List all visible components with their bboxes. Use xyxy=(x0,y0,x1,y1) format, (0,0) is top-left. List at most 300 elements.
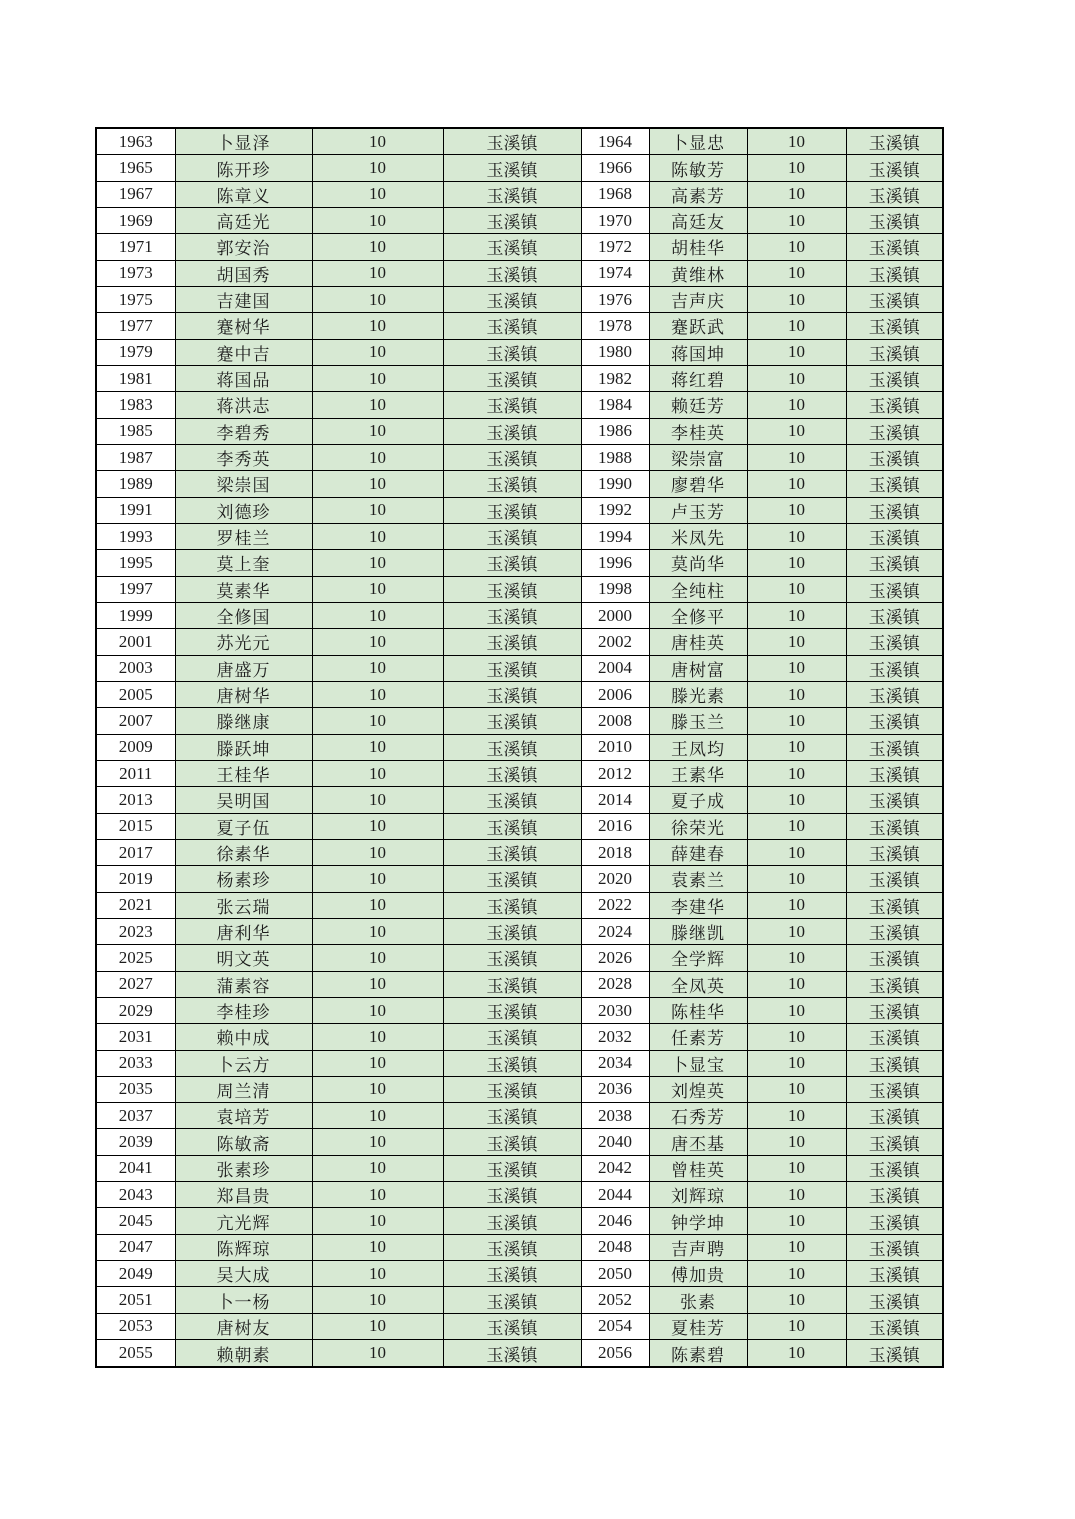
table-row xyxy=(96,1208,943,1234)
right-name-cell: 滕玉兰 xyxy=(649,708,747,734)
left-town-cell: 玉溪镇 xyxy=(443,523,581,549)
left-points-cell: 10 xyxy=(312,128,443,155)
left-name-cell: 蹇树华 xyxy=(175,313,312,339)
left-points-cell: 10 xyxy=(312,681,443,707)
right-town-cell: 玉溪镇 xyxy=(846,208,943,234)
left-town-cell: 玉溪镇 xyxy=(443,1313,581,1339)
right-points-cell: 10 xyxy=(747,471,846,497)
right-serial-cell: 1968 xyxy=(581,181,649,207)
table-row xyxy=(96,471,943,497)
left-points-cell: 10 xyxy=(312,1313,443,1339)
left-points-cell: 10 xyxy=(312,813,443,839)
right-town-cell: 玉溪镇 xyxy=(846,787,943,813)
right-points-cell: 10 xyxy=(747,839,846,865)
left-serial-cell: 2005 xyxy=(96,681,175,707)
right-town-cell: 玉溪镇 xyxy=(846,365,943,391)
left-town-cell: 玉溪镇 xyxy=(443,1234,581,1260)
left-points-cell: 10 xyxy=(312,523,443,549)
right-points-cell: 10 xyxy=(747,576,846,602)
table-row xyxy=(96,1050,943,1076)
right-serial-cell: 2040 xyxy=(581,1129,649,1155)
right-name-cell: 全学辉 xyxy=(649,945,747,971)
right-points-cell: 10 xyxy=(747,523,846,549)
left-name-cell: 蒋国品 xyxy=(175,365,312,391)
left-serial-cell: 2003 xyxy=(96,655,175,681)
right-points-cell: 10 xyxy=(747,339,846,365)
left-points-cell: 10 xyxy=(312,234,443,260)
right-town-cell: 玉溪镇 xyxy=(846,734,943,760)
right-serial-cell: 2038 xyxy=(581,1103,649,1129)
left-town-cell: 玉溪镇 xyxy=(443,1208,581,1234)
table-row xyxy=(96,602,943,628)
left-town-cell: 玉溪镇 xyxy=(443,1261,581,1287)
left-points-cell: 10 xyxy=(312,1024,443,1050)
left-serial-cell: 2021 xyxy=(96,892,175,918)
left-town-cell: 玉溪镇 xyxy=(443,655,581,681)
right-name-cell: 王素华 xyxy=(649,760,747,786)
left-name-cell: 胡国秀 xyxy=(175,260,312,286)
right-serial-cell: 2042 xyxy=(581,1155,649,1181)
right-name-cell: 赖廷芳 xyxy=(649,392,747,418)
right-name-cell: 唐桂英 xyxy=(649,629,747,655)
left-serial-cell: 2039 xyxy=(96,1129,175,1155)
right-town-cell: 玉溪镇 xyxy=(846,1182,943,1208)
left-points-cell: 10 xyxy=(312,208,443,234)
table-row xyxy=(96,418,943,444)
left-name-cell: 全修国 xyxy=(175,602,312,628)
right-name-cell: 高廷友 xyxy=(649,208,747,234)
left-name-cell: 夏子伍 xyxy=(175,813,312,839)
left-serial-cell: 2035 xyxy=(96,1076,175,1102)
right-town-cell: 玉溪镇 xyxy=(846,1261,943,1287)
right-serial-cell: 2032 xyxy=(581,1024,649,1050)
left-town-cell: 玉溪镇 xyxy=(443,971,581,997)
right-name-cell: 滕继凯 xyxy=(649,918,747,944)
left-serial-cell: 2043 xyxy=(96,1182,175,1208)
table-row xyxy=(96,681,943,707)
right-town-cell: 玉溪镇 xyxy=(846,866,943,892)
right-town-cell: 玉溪镇 xyxy=(846,1024,943,1050)
left-serial-cell: 1965 xyxy=(96,155,175,181)
right-name-cell: 张素 xyxy=(649,1287,747,1313)
left-serial-cell: 2047 xyxy=(96,1234,175,1260)
left-points-cell: 10 xyxy=(312,1103,443,1129)
left-serial-cell: 2037 xyxy=(96,1103,175,1129)
table-row xyxy=(96,1155,943,1181)
right-name-cell: 廖碧华 xyxy=(649,471,747,497)
left-town-cell: 玉溪镇 xyxy=(443,1182,581,1208)
right-points-cell: 10 xyxy=(747,1208,846,1234)
left-town-cell: 玉溪镇 xyxy=(443,1103,581,1129)
left-points-cell: 10 xyxy=(312,260,443,286)
left-name-cell: 蒲素容 xyxy=(175,971,312,997)
left-name-cell: 卜云方 xyxy=(175,1050,312,1076)
left-points-cell: 10 xyxy=(312,286,443,312)
left-serial-cell: 1981 xyxy=(96,365,175,391)
right-town-cell: 玉溪镇 xyxy=(846,550,943,576)
right-name-cell: 全修平 xyxy=(649,602,747,628)
right-name-cell: 全凤英 xyxy=(649,971,747,997)
left-points-cell: 10 xyxy=(312,602,443,628)
right-town-cell: 玉溪镇 xyxy=(846,128,943,155)
right-town-cell: 玉溪镇 xyxy=(846,1129,943,1155)
right-serial-cell: 2034 xyxy=(581,1050,649,1076)
right-points-cell: 10 xyxy=(747,655,846,681)
right-town-cell: 玉溪镇 xyxy=(846,392,943,418)
right-name-cell: 蒋国坤 xyxy=(649,339,747,365)
right-points-cell: 10 xyxy=(747,418,846,444)
left-serial-cell: 2045 xyxy=(96,1208,175,1234)
right-points-cell: 10 xyxy=(747,1340,846,1367)
right-name-cell: 胡桂华 xyxy=(649,234,747,260)
left-name-cell: 明文英 xyxy=(175,945,312,971)
table-row xyxy=(96,392,943,418)
right-serial-cell: 1974 xyxy=(581,260,649,286)
right-points-cell: 10 xyxy=(747,1076,846,1102)
left-town-cell: 玉溪镇 xyxy=(443,866,581,892)
right-points-cell: 10 xyxy=(747,602,846,628)
left-points-cell: 10 xyxy=(312,1287,443,1313)
left-name-cell: 郑昌贵 xyxy=(175,1182,312,1208)
table-row xyxy=(96,313,943,339)
right-town-cell: 玉溪镇 xyxy=(846,1340,943,1367)
table-row xyxy=(96,813,943,839)
left-points-cell: 10 xyxy=(312,392,443,418)
left-town-cell: 玉溪镇 xyxy=(443,760,581,786)
left-name-cell: 唐利华 xyxy=(175,918,312,944)
right-town-cell: 玉溪镇 xyxy=(846,286,943,312)
right-name-cell: 钟学坤 xyxy=(649,1208,747,1234)
right-name-cell: 傅加贵 xyxy=(649,1261,747,1287)
right-points-cell: 10 xyxy=(747,365,846,391)
left-name-cell: 吴明国 xyxy=(175,787,312,813)
left-town-cell: 玉溪镇 xyxy=(443,892,581,918)
left-serial-cell: 2017 xyxy=(96,839,175,865)
left-name-cell: 唐树友 xyxy=(175,1313,312,1339)
left-name-cell: 张素珍 xyxy=(175,1155,312,1181)
left-name-cell: 滕跃坤 xyxy=(175,734,312,760)
right-points-cell: 10 xyxy=(747,128,846,155)
right-name-cell: 夏子成 xyxy=(649,787,747,813)
right-serial-cell: 2036 xyxy=(581,1076,649,1102)
left-serial-cell: 2013 xyxy=(96,787,175,813)
left-serial-cell: 2019 xyxy=(96,866,175,892)
right-points-cell: 10 xyxy=(747,760,846,786)
left-town-cell: 玉溪镇 xyxy=(443,181,581,207)
right-town-cell: 玉溪镇 xyxy=(846,997,943,1023)
right-serial-cell: 2016 xyxy=(581,813,649,839)
right-name-cell: 刘辉琼 xyxy=(649,1182,747,1208)
left-name-cell: 苏光元 xyxy=(175,629,312,655)
right-serial-cell: 2004 xyxy=(581,655,649,681)
left-serial-cell: 2001 xyxy=(96,629,175,655)
left-town-cell: 玉溪镇 xyxy=(443,1287,581,1313)
left-points-cell: 10 xyxy=(312,576,443,602)
right-serial-cell: 1964 xyxy=(581,128,649,155)
left-town-cell: 玉溪镇 xyxy=(443,734,581,760)
left-serial-cell: 2007 xyxy=(96,708,175,734)
left-name-cell: 周兰清 xyxy=(175,1076,312,1102)
right-name-cell: 卜显忠 xyxy=(649,128,747,155)
right-points-cell: 10 xyxy=(747,1103,846,1129)
left-name-cell: 卜显泽 xyxy=(175,128,312,155)
right-points-cell: 10 xyxy=(747,1313,846,1339)
right-serial-cell: 2052 xyxy=(581,1287,649,1313)
left-points-cell: 10 xyxy=(312,550,443,576)
right-town-cell: 玉溪镇 xyxy=(846,444,943,470)
left-points-cell: 10 xyxy=(312,1050,443,1076)
right-town-cell: 玉溪镇 xyxy=(846,155,943,181)
right-points-cell: 10 xyxy=(747,629,846,655)
table-row xyxy=(96,1261,943,1287)
right-town-cell: 玉溪镇 xyxy=(846,655,943,681)
left-serial-cell: 1997 xyxy=(96,576,175,602)
right-serial-cell: 2048 xyxy=(581,1234,649,1260)
right-name-cell: 石秀芳 xyxy=(649,1103,747,1129)
left-serial-cell: 2055 xyxy=(96,1340,175,1367)
right-points-cell: 10 xyxy=(747,1287,846,1313)
left-name-cell: 莫素华 xyxy=(175,576,312,602)
right-town-cell: 玉溪镇 xyxy=(846,839,943,865)
left-name-cell: 李秀英 xyxy=(175,444,312,470)
left-points-cell: 10 xyxy=(312,708,443,734)
left-name-cell: 陈敏斋 xyxy=(175,1129,312,1155)
right-serial-cell: 2022 xyxy=(581,892,649,918)
right-name-cell: 吉声庆 xyxy=(649,286,747,312)
table-row xyxy=(96,866,943,892)
right-points-cell: 10 xyxy=(747,918,846,944)
left-serial-cell: 2033 xyxy=(96,1050,175,1076)
left-points-cell: 10 xyxy=(312,1208,443,1234)
right-name-cell: 梁崇富 xyxy=(649,444,747,470)
right-points-cell: 10 xyxy=(747,1024,846,1050)
right-name-cell: 薛建春 xyxy=(649,839,747,865)
table-row xyxy=(96,286,943,312)
right-serial-cell: 2050 xyxy=(581,1261,649,1287)
left-points-cell: 10 xyxy=(312,945,443,971)
left-name-cell: 梁崇国 xyxy=(175,471,312,497)
left-serial-cell: 1963 xyxy=(96,128,175,155)
table-row xyxy=(96,550,943,576)
left-town-cell: 玉溪镇 xyxy=(443,945,581,971)
left-town-cell: 玉溪镇 xyxy=(443,471,581,497)
left-name-cell: 罗桂兰 xyxy=(175,523,312,549)
left-name-cell: 刘德珍 xyxy=(175,497,312,523)
right-points-cell: 10 xyxy=(747,734,846,760)
right-town-cell: 玉溪镇 xyxy=(846,971,943,997)
left-serial-cell: 2049 xyxy=(96,1261,175,1287)
right-town-cell: 玉溪镇 xyxy=(846,418,943,444)
left-name-cell: 陈辉琼 xyxy=(175,1234,312,1260)
right-points-cell: 10 xyxy=(747,945,846,971)
right-name-cell: 莫尚华 xyxy=(649,550,747,576)
left-serial-cell: 2051 xyxy=(96,1287,175,1313)
left-town-cell: 玉溪镇 xyxy=(443,234,581,260)
right-points-cell: 10 xyxy=(747,234,846,260)
table-row xyxy=(96,497,943,523)
right-points-cell: 10 xyxy=(747,181,846,207)
right-points-cell: 10 xyxy=(747,392,846,418)
right-serial-cell: 2030 xyxy=(581,997,649,1023)
right-serial-cell: 2012 xyxy=(581,760,649,786)
left-town-cell: 玉溪镇 xyxy=(443,1076,581,1102)
table-row xyxy=(96,1103,943,1129)
left-points-cell: 10 xyxy=(312,497,443,523)
right-town-cell: 玉溪镇 xyxy=(846,945,943,971)
left-points-cell: 10 xyxy=(312,1234,443,1260)
right-serial-cell: 2046 xyxy=(581,1208,649,1234)
left-serial-cell: 1985 xyxy=(96,418,175,444)
roster-table xyxy=(95,127,944,1368)
left-town-cell: 玉溪镇 xyxy=(443,155,581,181)
left-town-cell: 玉溪镇 xyxy=(443,365,581,391)
left-town-cell: 玉溪镇 xyxy=(443,497,581,523)
left-name-cell: 袁培芳 xyxy=(175,1103,312,1129)
right-points-cell: 10 xyxy=(747,444,846,470)
right-name-cell: 卢玉芳 xyxy=(649,497,747,523)
table-row xyxy=(96,971,943,997)
left-serial-cell: 2015 xyxy=(96,813,175,839)
right-name-cell: 唐丕基 xyxy=(649,1129,747,1155)
left-name-cell: 陈开珍 xyxy=(175,155,312,181)
left-town-cell: 玉溪镇 xyxy=(443,260,581,286)
right-name-cell: 高素芳 xyxy=(649,181,747,207)
left-name-cell: 徐素华 xyxy=(175,839,312,865)
right-points-cell: 10 xyxy=(747,1234,846,1260)
right-name-cell: 蹇跃武 xyxy=(649,313,747,339)
table-row xyxy=(96,128,943,155)
right-town-cell: 玉溪镇 xyxy=(846,1234,943,1260)
left-points-cell: 10 xyxy=(312,1076,443,1102)
left-name-cell: 唐树华 xyxy=(175,681,312,707)
left-serial-cell: 2027 xyxy=(96,971,175,997)
left-name-cell: 吴大成 xyxy=(175,1261,312,1287)
left-town-cell: 玉溪镇 xyxy=(443,576,581,602)
table-row xyxy=(96,444,943,470)
left-name-cell: 滕继康 xyxy=(175,708,312,734)
left-points-cell: 10 xyxy=(312,787,443,813)
left-points-cell: 10 xyxy=(312,365,443,391)
left-points-cell: 10 xyxy=(312,313,443,339)
right-town-cell: 玉溪镇 xyxy=(846,1287,943,1313)
left-town-cell: 玉溪镇 xyxy=(443,339,581,365)
table-row xyxy=(96,339,943,365)
left-town-cell: 玉溪镇 xyxy=(443,313,581,339)
table-row xyxy=(96,181,943,207)
left-points-cell: 10 xyxy=(312,1340,443,1367)
left-town-cell: 玉溪镇 xyxy=(443,708,581,734)
right-town-cell: 玉溪镇 xyxy=(846,892,943,918)
left-serial-cell: 2009 xyxy=(96,734,175,760)
left-serial-cell: 1975 xyxy=(96,286,175,312)
left-serial-cell: 1993 xyxy=(96,523,175,549)
left-town-cell: 玉溪镇 xyxy=(443,1024,581,1050)
table-row xyxy=(96,155,943,181)
left-town-cell: 玉溪镇 xyxy=(443,418,581,444)
table-row xyxy=(96,629,943,655)
left-serial-cell: 1971 xyxy=(96,234,175,260)
left-points-cell: 10 xyxy=(312,181,443,207)
left-town-cell: 玉溪镇 xyxy=(443,1340,581,1367)
right-serial-cell: 2024 xyxy=(581,918,649,944)
right-points-cell: 10 xyxy=(747,1155,846,1181)
right-name-cell: 蒋红碧 xyxy=(649,365,747,391)
right-town-cell: 玉溪镇 xyxy=(846,497,943,523)
right-town-cell: 玉溪镇 xyxy=(846,629,943,655)
right-points-cell: 10 xyxy=(747,313,846,339)
left-town-cell: 玉溪镇 xyxy=(443,286,581,312)
right-name-cell: 陈敏芳 xyxy=(649,155,747,181)
table-row xyxy=(96,1129,943,1155)
right-points-cell: 10 xyxy=(747,497,846,523)
right-town-cell: 玉溪镇 xyxy=(846,760,943,786)
right-town-cell: 玉溪镇 xyxy=(846,1313,943,1339)
right-serial-cell: 1984 xyxy=(581,392,649,418)
left-serial-cell: 1995 xyxy=(96,550,175,576)
left-name-cell: 陈章义 xyxy=(175,181,312,207)
right-name-cell: 吉声聘 xyxy=(649,1234,747,1260)
right-town-cell: 玉溪镇 xyxy=(846,813,943,839)
table-row xyxy=(96,945,943,971)
right-points-cell: 10 xyxy=(747,708,846,734)
table-row xyxy=(96,918,943,944)
left-points-cell: 10 xyxy=(312,471,443,497)
left-points-cell: 10 xyxy=(312,892,443,918)
left-name-cell: 李桂珍 xyxy=(175,997,312,1023)
right-serial-cell: 2002 xyxy=(581,629,649,655)
table-row xyxy=(96,1234,943,1260)
table-row xyxy=(96,997,943,1023)
right-points-cell: 10 xyxy=(747,866,846,892)
right-name-cell: 袁素兰 xyxy=(649,866,747,892)
right-town-cell: 玉溪镇 xyxy=(846,523,943,549)
left-town-cell: 玉溪镇 xyxy=(443,629,581,655)
table-row xyxy=(96,760,943,786)
right-name-cell: 唐树富 xyxy=(649,655,747,681)
right-name-cell: 陈桂华 xyxy=(649,997,747,1023)
left-town-cell: 玉溪镇 xyxy=(443,444,581,470)
right-serial-cell: 2026 xyxy=(581,945,649,971)
right-serial-cell: 1976 xyxy=(581,286,649,312)
right-name-cell: 曾桂英 xyxy=(649,1155,747,1181)
right-serial-cell: 1988 xyxy=(581,444,649,470)
right-town-cell: 玉溪镇 xyxy=(846,234,943,260)
left-serial-cell: 1999 xyxy=(96,602,175,628)
right-name-cell: 滕光素 xyxy=(649,681,747,707)
right-town-cell: 玉溪镇 xyxy=(846,260,943,286)
right-serial-cell: 2018 xyxy=(581,839,649,865)
left-town-cell: 玉溪镇 xyxy=(443,839,581,865)
right-serial-cell: 2000 xyxy=(581,602,649,628)
left-name-cell: 李碧秀 xyxy=(175,418,312,444)
left-town-cell: 玉溪镇 xyxy=(443,787,581,813)
right-serial-cell: 1986 xyxy=(581,418,649,444)
table-row xyxy=(96,655,943,681)
right-serial-cell: 1980 xyxy=(581,339,649,365)
right-points-cell: 10 xyxy=(747,892,846,918)
right-name-cell: 米凤先 xyxy=(649,523,747,549)
table-row xyxy=(96,839,943,865)
table-row xyxy=(96,365,943,391)
left-town-cell: 玉溪镇 xyxy=(443,813,581,839)
left-serial-cell: 2053 xyxy=(96,1313,175,1339)
left-name-cell: 赖中成 xyxy=(175,1024,312,1050)
table-row xyxy=(96,1076,943,1102)
left-points-cell: 10 xyxy=(312,155,443,181)
left-points-cell: 10 xyxy=(312,734,443,760)
left-name-cell: 蹇中吉 xyxy=(175,339,312,365)
table-row xyxy=(96,208,943,234)
